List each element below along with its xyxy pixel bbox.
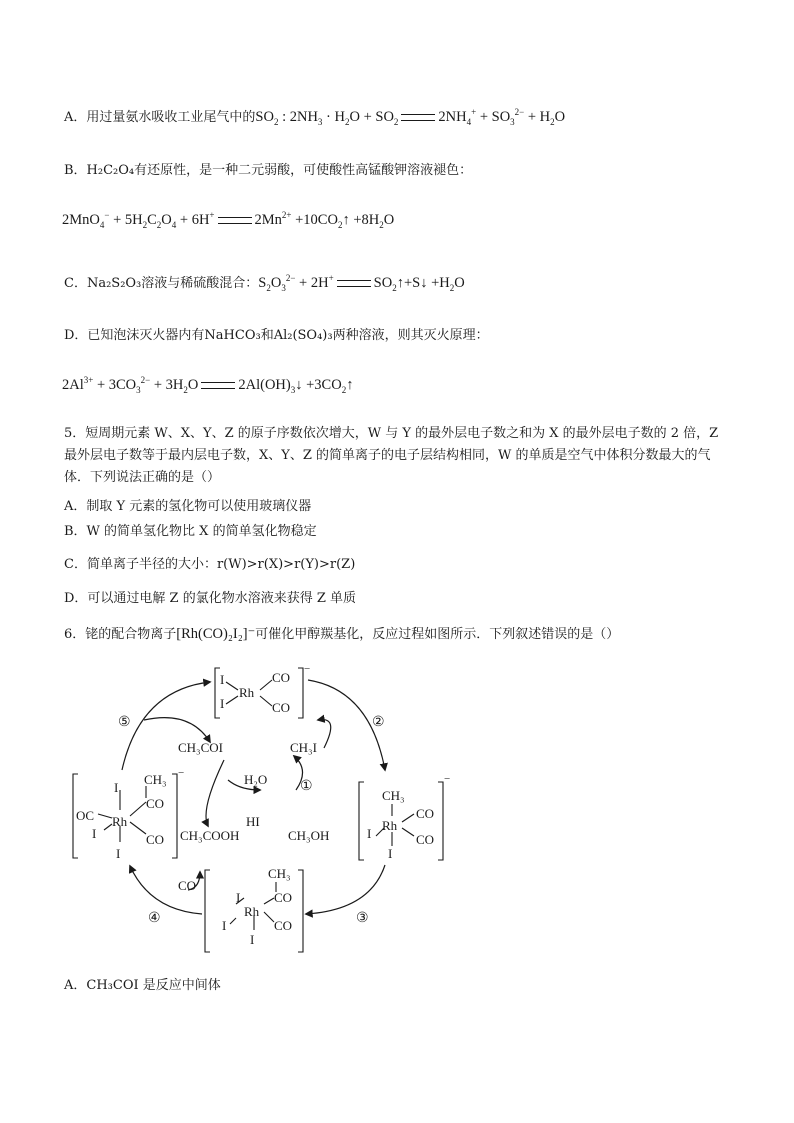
charge-minus: − <box>304 663 311 675</box>
ligand-i: I <box>250 932 255 947</box>
rh-label: Rh <box>244 904 260 919</box>
ligand-co: CO <box>274 890 293 905</box>
ligand-ch3: CH₃ <box>382 788 405 803</box>
species-co: CO <box>178 878 197 893</box>
question-5-option-c: C．简单离子半径的大小：r(W)>r(X)>r(Y)>r(Z) <box>64 557 356 572</box>
step-1: ① <box>300 779 313 794</box>
rh-label: Rh <box>112 814 128 829</box>
ligand-i: I <box>367 826 372 841</box>
ligand-i: I <box>92 826 97 841</box>
ligand-co: CO <box>146 796 165 811</box>
option-b: B．H₂C₂O₄有还原性，是一种二元弱酸，可使酸性高锰酸钾溶液褪色： <box>64 163 473 178</box>
ligand-co: CO <box>416 832 435 847</box>
ligand-i: I <box>116 846 121 861</box>
question-5-option-b: B．W 的简单氢化物比 X 的简单氢化物稳定 <box>64 524 317 539</box>
catalytic-cycle-diagram <box>60 660 460 960</box>
question-6-ion: [Rh(CO)₂I₂]⁻ <box>176 626 256 642</box>
step-4: ④ <box>148 911 161 926</box>
option-d: D．已知泡沫灭火器内有NaHCO₃和Al₂(SO₄)₃两种溶液，则其灭火原理： <box>64 328 489 343</box>
step-5: ⑤ <box>118 715 131 730</box>
ligand-i: I <box>220 696 225 711</box>
species-ch3coi: CH₃COI <box>178 740 223 755</box>
charge-minus: − <box>444 773 451 785</box>
option-d-equation: $2Al^{3+} + 3CO_3^{2-} + 3H_2O$ $2Al(OH)_3↓$ $+3CO_2↑$ <box>62 375 354 395</box>
option-a <box>64 108 565 127</box>
option-a-prefix: A．用过量氨水吸收工业尾气中的 <box>64 110 256 125</box>
question-6-option-a: A．CH₃COI 是反应中间体 <box>64 978 221 993</box>
question-5-option-a: A．制取 Y 元素的氢化物可以使用玻璃仪器 <box>64 499 312 514</box>
ligand-ch3: CH₃ <box>268 866 291 881</box>
species-ch3cooh: CH₃COOH <box>180 828 240 843</box>
ligand-co: CO <box>272 670 291 685</box>
species-h2o: H₂O <box>244 772 268 787</box>
ligand-co: CO <box>416 806 435 821</box>
ligand-oc: OC <box>76 808 95 823</box>
question-6-stem-suffix: 可催化甲醇羰基化，反应过程如图所示．下列叙述错误的是（） <box>255 627 620 642</box>
species-ch3i: CH₃I <box>290 740 317 755</box>
option-c <box>64 274 465 293</box>
option-c-equation: $S_2O_3^{2-} + 2H^+$ $SO_2↑+S↓ +H_2O$ <box>258 273 465 293</box>
question-6-stem <box>64 625 619 644</box>
step-3: ③ <box>356 911 369 926</box>
option-a-equation: $SO_2$ : $2NH_3 \cdot H_2O + SO_2$ $2NH_4^+ + SO_3^{2-} + H_2O$ <box>255 107 566 127</box>
species-hi: HI <box>246 814 260 829</box>
question-6-stem-prefix: 6．铑的配合物离子 <box>64 627 177 642</box>
ligand-i: I <box>236 890 241 905</box>
species-ch3oh: CH₃OH <box>288 828 330 843</box>
step-2: ② <box>372 715 385 730</box>
ligand-i: I <box>220 672 225 687</box>
ligand-i: I <box>222 918 227 933</box>
ligand-i: I <box>114 780 119 795</box>
option-c-prefix: C．Na₂S₂O₃溶液与稀硫酸混合： <box>64 276 259 291</box>
question-5-option-d: D．可以通过电解 Z 的氯化物水溶液来获得 Z 单质 <box>64 591 357 606</box>
ligand-co: CO <box>272 700 291 715</box>
charge-minus: − <box>178 767 185 779</box>
ligand-co: CO <box>274 918 293 933</box>
question-5-stem: 5．短周期元素 W、X、Y、Z 的原子序数依次增大，W 与 Y 的最外层电子数之和为 X 的最外层电子数的 2 倍，Z 最外层电子数等于最内层电子数，X、Y、Z 的简单离子的电子层结构相同，W 的单质是空气中体积分数最大的气体．下列说法正确的是（） <box>64 426 719 485</box>
option-b-equation: $2MnO_4^- + 5H_2C_2O_4 + 6H^+$ $2Mn^{2+}$ $+10CO_2↑ +8H_2O$ <box>62 210 395 230</box>
ligand-i: I <box>388 846 393 861</box>
rh-label: Rh <box>382 818 398 833</box>
ligand-co: CO <box>146 832 165 847</box>
rh-label: Rh <box>239 685 255 700</box>
ligand-ch3: CH₃ <box>144 772 167 787</box>
